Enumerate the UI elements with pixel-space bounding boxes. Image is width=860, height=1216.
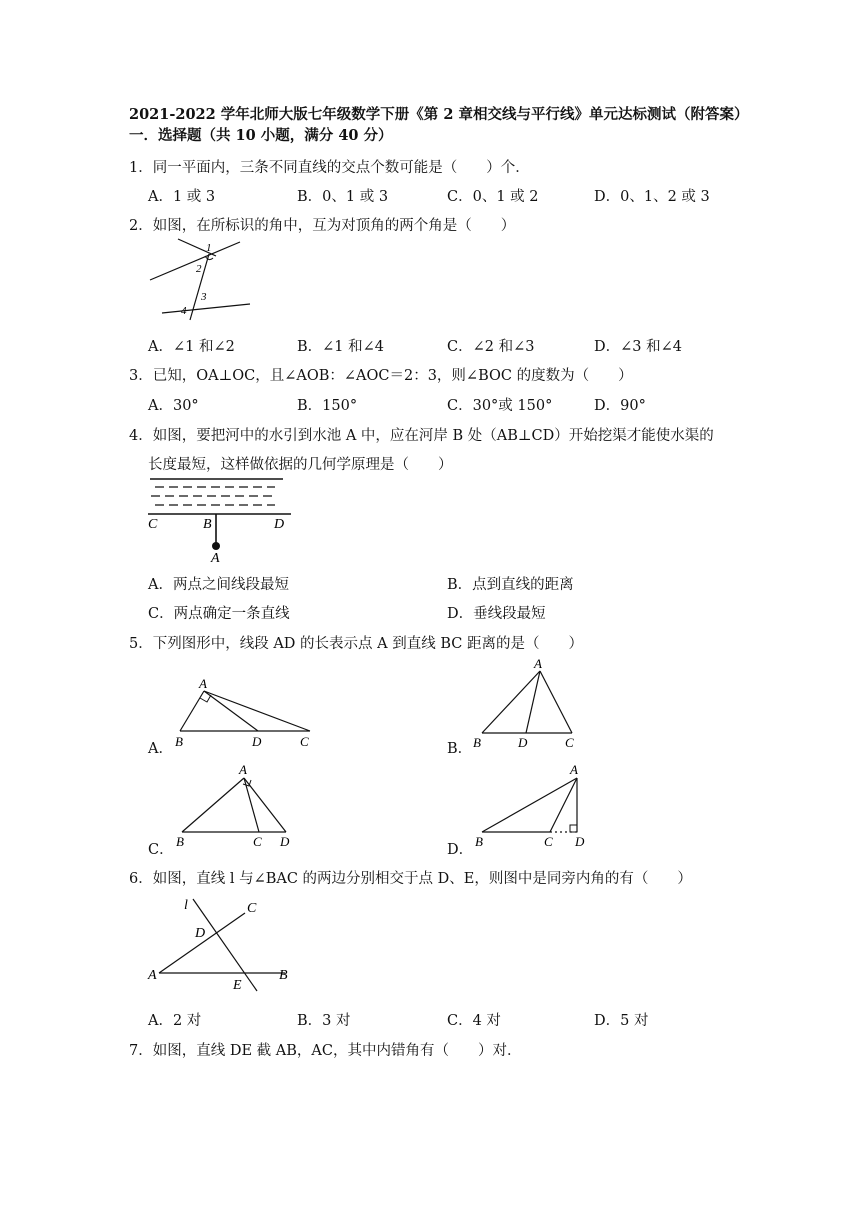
q6-option-b: B．3 对 xyxy=(297,1013,351,1029)
q6-label-d: D xyxy=(195,926,206,941)
q5a-side-ab xyxy=(180,691,204,731)
q5d-label-d: D xyxy=(575,834,585,849)
q4-option-a: A．两点之间线段最短 xyxy=(148,577,289,593)
q5b-label-d: D xyxy=(518,735,528,750)
q5a-label-b: B xyxy=(175,734,183,749)
q6-label-c: C xyxy=(247,901,257,916)
question-2-text: 2．如图，在所标识的角中，互为对顶角的两个角是（ ） xyxy=(129,218,516,234)
q5b-label-a: A xyxy=(534,656,542,671)
question-7-text: 7．如图，直线 DE 截 AB，AC，其中内错角有（ ）对． xyxy=(129,1043,522,1059)
q4-label-c: C xyxy=(148,517,158,532)
q5a-segment-ad xyxy=(204,691,258,731)
q5b-side-ab xyxy=(482,671,540,733)
q5d-label-b: B xyxy=(475,834,483,849)
q5c-label-a: A xyxy=(239,762,247,777)
q5-option-b-label: B． xyxy=(447,741,473,757)
q2-label-2: 2 xyxy=(196,263,202,275)
q5a-label-c: C xyxy=(300,734,309,749)
q5a-label-a: A xyxy=(199,676,207,691)
q4-pool-point-a xyxy=(212,542,220,550)
question-3-text: 3．已知，OA⊥OC，且∠AOB：∠AOC＝2：3，则∠BOC 的度数为（ ） xyxy=(129,368,633,384)
q6-figure xyxy=(143,893,298,995)
q2-label-3: 3 xyxy=(201,291,207,303)
q4-label-a: A xyxy=(211,551,220,564)
q5-figure-d xyxy=(470,760,600,852)
q2-label-4: 4 xyxy=(181,305,187,317)
q6-label-b: B xyxy=(279,968,288,983)
section-heading: 一．选择题（共 10 小题，满分 40 分） xyxy=(129,127,393,144)
question-4-text-line1: 4．如图，要把河中的水引到水池 A 中，应在河岸 B 处（AB⊥CD）开始挖渠才能使水渠的 xyxy=(129,428,714,444)
q5c-label-d: D xyxy=(280,834,290,849)
question-6-text: 6．如图，直线 l 与∠BAC 的两边分别相交于点 D、E，则图中是同旁内角的有（ ） xyxy=(129,871,692,887)
q5b-side-ac xyxy=(540,671,572,733)
q2-label-1: 1 xyxy=(206,242,212,254)
q5c-side-ac xyxy=(244,778,259,832)
q4-label-b: B xyxy=(203,517,212,532)
question-5-text: 5．下列图形中，线段 AD 的长表示点 A 到直线 BC 距离的是（ ） xyxy=(129,636,583,652)
q4-option-d: D．垂线段最短 xyxy=(447,606,546,622)
q4-option-b: B．点到直线的距离 xyxy=(447,577,574,593)
q5-figure-c xyxy=(170,760,300,852)
q6-label-e: E xyxy=(233,978,242,993)
q3-option-a: A．30° xyxy=(148,398,199,414)
q5d-right-angle-mark xyxy=(570,825,577,832)
question-4-text-line2: 长度最短，这样做依据的几何学原理是（ ） xyxy=(148,457,453,473)
q6-option-d: D．5 对 xyxy=(594,1013,649,1029)
q2-line-top xyxy=(150,242,240,280)
q2-line-bottom xyxy=(162,304,250,313)
document-title: 2021-2022 学年北师大版七年级数学下册《第 2 章相交线与平行线》单元达标测试（附答案） xyxy=(129,106,749,123)
q1-option-b: B．0、1 或 3 xyxy=(297,189,389,205)
q5-option-d-label: D． xyxy=(447,842,474,858)
q6-label-a: A xyxy=(148,968,157,983)
q5-option-c-label: C． xyxy=(148,842,174,858)
q2-figure xyxy=(140,236,270,322)
q2-option-b: B．∠1 和∠4 xyxy=(297,339,385,355)
q1-option-d: D．0、1、2 或 3 xyxy=(594,189,710,205)
q4-label-d: D xyxy=(274,517,285,532)
q2-option-a: A．∠1 和∠2 xyxy=(148,339,235,355)
q5d-side-ab xyxy=(482,778,577,832)
q5-figure-b xyxy=(470,655,590,753)
q5-option-a-label: A． xyxy=(148,741,173,757)
q5c-segment-ad xyxy=(244,778,286,832)
q4-option-c: C．两点确定一条直线 xyxy=(148,606,290,622)
q2-option-d: D．∠3 和∠4 xyxy=(594,339,682,355)
q5c-label-c: C xyxy=(253,834,262,849)
q5c-side-ab xyxy=(182,778,244,832)
q2-option-c: C．∠2 和∠3 xyxy=(447,339,535,355)
q6-label-l: l xyxy=(184,898,188,913)
q3-option-b: B．150° xyxy=(297,398,358,414)
q3-option-c: C．30°或 150° xyxy=(447,398,553,414)
q4-river-figure xyxy=(143,476,293,564)
q3-option-d: D．90° xyxy=(594,398,646,414)
q5a-side-ac xyxy=(204,691,310,731)
q5c-label-b: B xyxy=(176,834,184,849)
q1-option-a: A．1 或 3 xyxy=(148,189,216,205)
q5d-label-a: A xyxy=(570,762,578,777)
q5-figure-a xyxy=(170,674,320,752)
q5a-label-d: D xyxy=(252,734,262,749)
q5d-label-c: C xyxy=(544,834,553,849)
q6-ray-ac xyxy=(159,913,245,973)
q5b-segment-ad xyxy=(526,671,540,733)
q5b-label-c: C xyxy=(565,735,574,750)
question-1-text: 1．同一平面内，三条不同直线的交点个数可能是（ ）个． xyxy=(129,160,530,176)
q1-option-c: C．0、1 或 2 xyxy=(447,189,539,205)
q5b-label-b: B xyxy=(473,735,481,750)
q6-option-a: A．2 对 xyxy=(148,1013,202,1029)
q6-option-c: C．4 对 xyxy=(447,1013,501,1029)
